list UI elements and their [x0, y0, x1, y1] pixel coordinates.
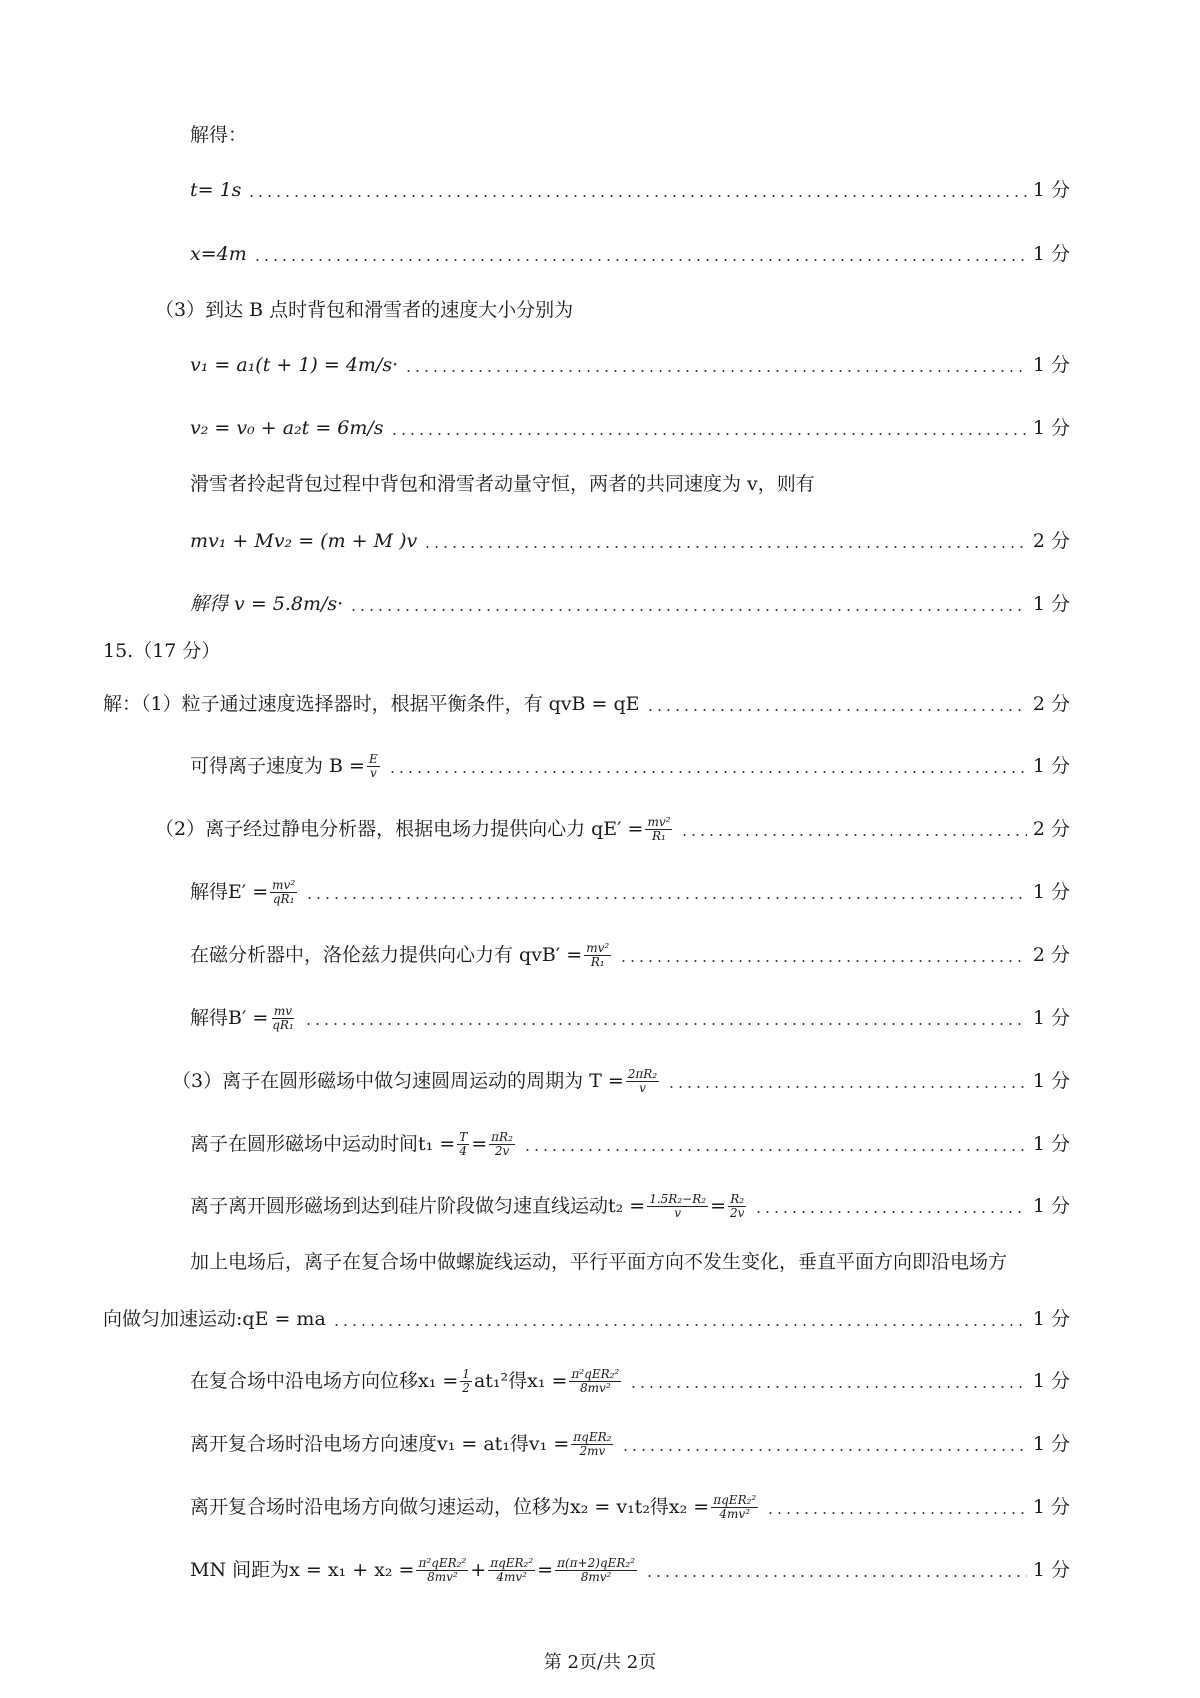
score-label: 1 分 — [1032, 1070, 1070, 1092]
score-label: 1 分 — [1032, 1195, 1070, 1217]
line-x1 — [190, 1367, 1070, 1395]
line-text: v₁ = a₁(t + 1) = 4m/s· — [190, 354, 399, 376]
fraction-numerator: πqER₂ — [573, 1430, 612, 1444]
line-v1-exit — [190, 1430, 1070, 1458]
fraction-denominator: 2v — [729, 1206, 745, 1220]
line-text: 离子离开圆形磁场到达到硅片阶段做匀速直线运动t₂ = — [190, 1195, 646, 1217]
score-label: 1 分 — [1032, 1370, 1070, 1392]
fraction-denominator: qR₁ — [272, 892, 295, 906]
dot-leader — [523, 1149, 1027, 1151]
fraction — [571, 1431, 613, 1458]
line-x — [190, 240, 1070, 268]
line-E-prime — [190, 878, 1070, 906]
line-text: （3）离子在圆形磁场中做匀速圆周运动的周期为 T = — [172, 1070, 624, 1092]
score-label: 2 分 — [1032, 944, 1070, 966]
score-label: 1 分 — [1032, 179, 1070, 201]
fraction-numerator: E — [368, 752, 378, 766]
line-v-result — [190, 590, 1070, 618]
fraction-denominator: v — [639, 1081, 646, 1095]
line-text: 解得B′ = — [190, 1007, 269, 1029]
fraction-numerator: π(π+2)qER₂² — [557, 1556, 636, 1570]
line-text: 加上电场后，离子在复合场中做螺旋线运动，平行平面方向不发生变化，垂直平面方向即沿电场方 — [190, 1251, 1008, 1273]
fraction-numerator: πqER₂² — [490, 1556, 534, 1570]
score-label: 1 分 — [1032, 1496, 1070, 1518]
line-text: 在复合场中沿电场方向位移x₁ = — [190, 1370, 459, 1392]
fraction-denominator: 2v — [494, 1144, 510, 1158]
line-momentum-desc — [190, 470, 815, 498]
score-label: 1 分 — [1032, 1433, 1070, 1455]
fraction-denominator: v — [369, 766, 377, 780]
fraction — [270, 1005, 296, 1032]
fraction — [569, 1368, 621, 1395]
dot-leader — [646, 709, 1027, 711]
fraction — [457, 1131, 469, 1158]
score-label: 1 分 — [1032, 593, 1070, 615]
fraction — [270, 879, 297, 906]
fraction-denominator: 8mv² — [580, 1381, 611, 1395]
line-q15-part2 — [155, 815, 1070, 843]
page-footer: 第 2页/共 2页 — [543, 1652, 657, 1673]
fraction-numerator: mv² — [586, 941, 610, 955]
fraction-numerator: 1.5R₂−R₂ — [649, 1192, 707, 1206]
fraction-denominator: 2 — [462, 1381, 470, 1395]
line-text: 向做匀加速运动:qE = ma — [103, 1308, 326, 1330]
fraction-denominator: 2mv — [579, 1444, 606, 1458]
fraction — [488, 1557, 535, 1584]
line-text: 离开复合场时沿电场方向做匀速运动，位移为x₂ = v₁t₂得x₂ = — [190, 1496, 710, 1518]
dot-leader — [388, 771, 1027, 773]
score-label: 1 分 — [1032, 1133, 1070, 1155]
dot-leader — [766, 1512, 1027, 1514]
fraction — [647, 1193, 708, 1220]
dot-leader — [645, 1575, 1027, 1577]
dot-leader — [305, 897, 1027, 899]
line-t2 — [190, 1192, 1070, 1220]
dot-leader — [667, 1086, 1027, 1088]
line-v2 — [190, 414, 1070, 442]
line-magnetic-analyzer — [190, 941, 1070, 969]
dot-leader — [423, 546, 1027, 548]
dot-leader — [304, 1023, 1027, 1025]
line-part3-heading — [155, 296, 573, 324]
question-15-heading — [103, 637, 220, 665]
line-uniform-accel — [103, 1305, 1070, 1333]
dot-leader — [621, 1449, 1026, 1451]
line-q15-part1 — [103, 690, 1070, 718]
line-text: = — [710, 1195, 726, 1217]
line-text: 15.（17 分） — [103, 640, 221, 662]
fraction-denominator: 8mv² — [580, 1570, 612, 1584]
fraction-numerator: mv² — [272, 878, 296, 892]
fraction-numerator: πR₂ — [491, 1130, 513, 1144]
dot-leader — [247, 195, 1026, 197]
fraction-numerator: T — [459, 1130, 468, 1144]
line-text: （2）离子经过静电分析器，根据电场力提供向心力 qE′ = — [155, 818, 644, 840]
score-label: 1 分 — [1032, 354, 1070, 376]
dot-leader — [253, 259, 1027, 261]
fraction — [460, 1368, 472, 1395]
line-MN-distance — [190, 1556, 1070, 1584]
fraction-denominator: 8mv² — [427, 1570, 458, 1584]
fraction — [711, 1494, 758, 1521]
fraction — [645, 816, 672, 843]
line-text: at₁²得x₁ = — [473, 1370, 568, 1392]
line-speed — [190, 752, 1070, 780]
line-text: v₂ = v₀ + a₂t = 6m/s — [190, 417, 384, 439]
line-text: t= 1s — [190, 179, 242, 201]
line-t — [190, 176, 1070, 204]
fraction — [584, 942, 611, 969]
dot-leader — [404, 370, 1027, 372]
score-label: 2 分 — [1032, 530, 1070, 552]
score-label: 1 分 — [1032, 1559, 1070, 1581]
fraction-numerator: mv — [273, 1004, 293, 1018]
score-label: 1 分 — [1032, 755, 1070, 777]
line-v1 — [190, 351, 1070, 379]
dot-leader — [754, 1211, 1026, 1213]
fraction-numerator: πqER₂² — [713, 1493, 757, 1507]
fraction-denominator: 4mv² — [496, 1570, 527, 1584]
fraction-numerator: 2πR₂ — [627, 1067, 658, 1081]
fraction-denominator: 4mv² — [719, 1507, 751, 1521]
line-t1 — [190, 1130, 1070, 1158]
fraction-numerator: 1 — [462, 1367, 470, 1381]
line-text: 解得 v = 5.8m/s· — [190, 593, 344, 615]
line-x2 — [190, 1493, 1070, 1521]
dot-leader — [629, 1386, 1027, 1388]
fraction-denominator: R₁ — [651, 829, 666, 843]
fraction-denominator: 4 — [459, 1144, 468, 1158]
dot-leader — [349, 609, 1027, 611]
line-text: 滑雪者拎起背包过程中背包和滑雪者动量守恒，两者的共同速度为 v，则有 — [190, 473, 815, 495]
score-label: 1 分 — [1032, 1308, 1070, 1330]
fraction-denominator: v — [674, 1206, 682, 1220]
score-label: 2 分 — [1032, 693, 1070, 715]
line-text: = — [471, 1133, 488, 1155]
line-text: 离开复合场时沿电场方向速度v₁ = at₁得v₁ = — [190, 1433, 570, 1455]
fraction — [416, 1557, 468, 1584]
fraction-denominator: R₁ — [590, 955, 605, 969]
fraction — [626, 1068, 659, 1095]
line-momentum-eq — [190, 527, 1070, 555]
line-text: = — [537, 1559, 554, 1581]
line-text: （3）到达 B 点时背包和滑雪者的速度大小分别为 — [155, 299, 574, 321]
line-jiede-1 — [190, 121, 247, 149]
line-text: 解：（1）粒子通过速度选择器时，根据平衡条件，有 qvB = qE — [103, 693, 640, 715]
score-label: 2 分 — [1032, 818, 1070, 840]
score-label: 1 分 — [1032, 243, 1070, 265]
line-q15-part3-period — [172, 1067, 1070, 1095]
fraction — [555, 1557, 637, 1584]
fraction-numerator: π²qER₂² — [571, 1367, 620, 1381]
line-B-prime — [190, 1004, 1070, 1032]
line-text: 在磁分析器中，洛伦兹力提供向心力有 qvB′ = — [190, 944, 583, 966]
dot-leader — [390, 433, 1027, 435]
line-text: 离子在圆形磁场中运动时间t₁ = — [190, 1133, 456, 1155]
line-text: x=4m — [190, 243, 247, 265]
dot-leader — [332, 1324, 1027, 1326]
fraction — [489, 1131, 515, 1158]
line-electric-field-desc — [190, 1248, 1007, 1276]
fraction — [367, 753, 380, 780]
fraction-numerator: mv² — [647, 815, 671, 829]
dot-leader — [680, 834, 1026, 836]
fraction-numerator: R₂ — [730, 1192, 745, 1206]
line-text: mv₁ + Mv₂ = (m + M )v — [190, 530, 418, 552]
line-text: 解得： — [190, 124, 248, 146]
line-text: MN 间距为x = x₁ + x₂ = — [190, 1559, 415, 1581]
fraction — [728, 1193, 746, 1220]
line-text: 可得离子速度为 B = — [190, 755, 365, 777]
score-label: 1 分 — [1032, 1007, 1070, 1029]
score-label: 1 分 — [1032, 881, 1070, 903]
fraction-denominator: qR₁ — [272, 1018, 294, 1032]
score-label: 1 分 — [1032, 417, 1070, 439]
line-text: 解得E′ = — [190, 881, 269, 903]
dot-leader — [619, 960, 1027, 962]
fraction-numerator: π²qER₂² — [418, 1556, 467, 1570]
line-text: + — [470, 1559, 487, 1581]
